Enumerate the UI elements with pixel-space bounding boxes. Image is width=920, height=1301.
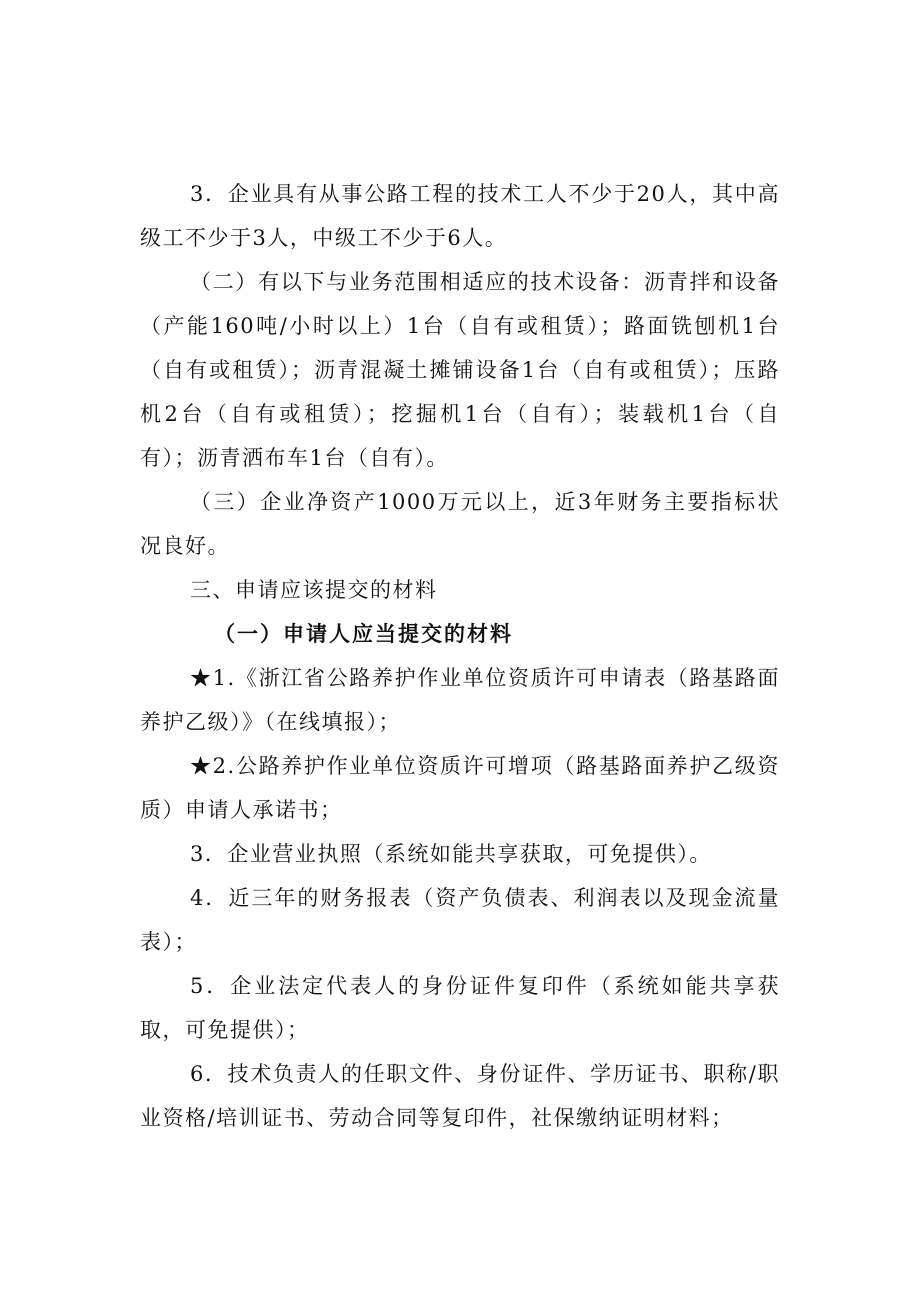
list-item-legal-rep-id: 5．企业法定代表人的身份证件复印件（系统如能共享获取，可免提供）；: [140, 974, 780, 1042]
list-item-financial-statements: 4．近三年的财务报表（资产负债表、利润表以及现金流量表）；: [140, 886, 780, 954]
paragraph-technical-equipment: （二）有以下与业务范围相适应的技术设备：沥青拌和设备（产能160吨/小时以上）1台（自有或租赁）；路面铣刨机1台（自有或租赁）；沥青混凝土摊铺设备1台（自有或租赁）；压路机2台（自有或租赁）；挖掘机1台（自有）；装载机1台（自有）；沥青洒布车1台（自有）。: [140, 270, 780, 470]
list-item-technical-lead-docs: 6．技术负责人的任职文件、身份证件、学历证书、职称/职业资格/培训证书、劳动合同等复印件，社保缴纳证明材料；: [140, 1062, 780, 1130]
list-item-business-license: 3．企业营业执照（系统如能共享获取，可免提供）。: [190, 842, 712, 866]
subheading-applicant-materials: （一）申请人应当提交的材料: [214, 621, 513, 646]
section-heading-materials: 三、申请应该提交的材料: [190, 578, 438, 602]
paragraph-net-assets: （三）企业净资产1000万元以上，近3年财务主要指标状况良好。: [140, 490, 780, 558]
list-item-commitment-letter: ★2.公路养护作业单位资质许可增项（路基路面养护乙级资质）申请人承诺书；: [140, 754, 780, 822]
paragraph-technical-workers: 3．企业具有从事公路工程的技术工人不少于20人，其中高级工不少于3人，中级工不少于6人。: [140, 182, 780, 250]
list-item-application-form: ★1.《浙江省公路养护作业单位资质许可申请表（路基路面养护乙级）》（在线填报）；: [140, 666, 780, 734]
